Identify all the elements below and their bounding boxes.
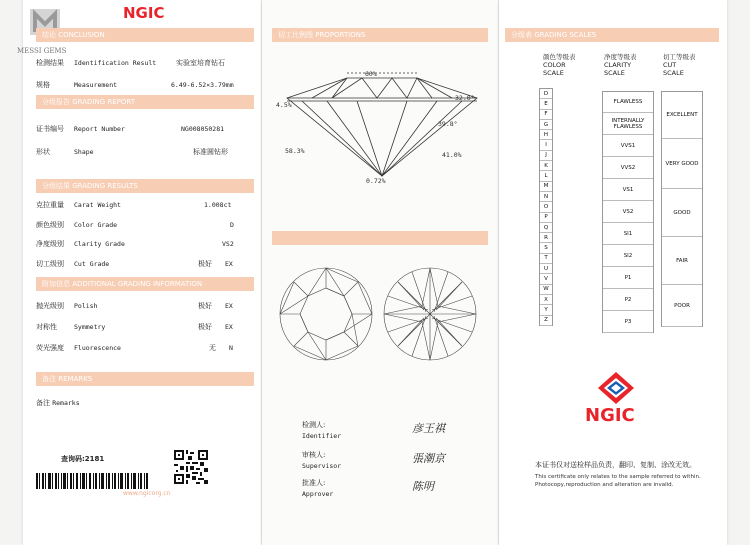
identifier-signature: 彦王祺 [412,422,445,435]
grading-results-band: 分级结果 GRADING RESULTS [36,179,254,193]
carat-row: 克拉重量 Carat Weight [36,201,121,209]
clarity-grade-cell: FLAWLESS [603,92,653,113]
color-grade-cell: K [540,161,552,171]
measurement-value: 6.49-6.52×3.79mm [171,81,234,89]
cut-row: 切工级别 Cut Grade [36,260,110,268]
crown-angle-label: 32.0° [455,94,475,102]
color-grade-cell: I [540,140,552,150]
measurement-row: 规格 Measurement [36,81,118,89]
watermark-text: MESSI GEMS [17,47,67,55]
pavilion-view-diagram [382,266,478,362]
report-number-value: NG008050281 [181,125,225,133]
ngic-diamond-logo-icon [596,370,636,406]
crown-height-label: 4.5% [276,101,292,109]
polish-row: 抛光级别 Polish [36,302,98,310]
carat-value: 1.008ct [204,201,232,209]
cut-value-zh: 极好 [198,260,212,268]
crown-view-diagram [278,266,374,362]
color-grade-cell: J [540,151,552,161]
color-grade-cell: G [540,120,552,130]
additional-info-band: 附加信息 ADDITIONAL GRADING INFORMATION [36,277,254,291]
grading-scales-band: 分级表 GRADING SCALES [505,28,719,42]
report-panel-left [17,0,261,545]
cut-grade-cell: EXCELLENT [662,92,702,139]
color-grade-cell: N [540,192,552,202]
cut-value-en: EX [225,260,233,268]
approver-row: 批准人: Approver [302,479,334,498]
color-grade-cell: P [540,213,552,223]
conclusion-band: 结论 CONCLUSION [36,28,254,42]
notice-zh: 本证书仅对送检样品负责，翻印、复制、涂改无效。 [535,461,696,469]
notice-en-2: Photocopy,reproduction and alteration are invalid. [535,482,674,488]
barcode-icon [36,473,148,489]
color-grade-cell: H [540,130,552,140]
clarity-grade-cell: SI1 [603,223,653,245]
color-grade-cell: M [540,182,552,192]
qr-code-icon [174,450,208,484]
color-grade-cell: T [540,254,552,264]
symmetry-row: 对称性 Symmetry [36,323,106,331]
color-grade-cell: L [540,171,552,181]
proportions-panel [262,0,498,545]
color-row: 颜色级别 Color Grade [36,221,118,229]
cut-scale-header: 切工等级表 CUT SCALE [663,53,696,77]
proportions-band-blank [272,231,488,245]
culet-label: 0.72% [366,177,386,185]
clarity-grade-cell: P3 [603,311,653,333]
clarity-grade-cell: P1 [603,267,653,289]
cut-scale-column [661,91,703,327]
clarity-scale-header: 净度等级表 CLARITY SCALE [604,53,637,77]
color-grade-cell: S [540,243,552,253]
clarity-grade-cell: VS2 [603,201,653,223]
supervisor-row: 审核人: Supervisor [302,451,342,470]
query-code: 查询码:2181 [61,455,105,463]
identifier-row: 检测人: Identifier [302,421,342,440]
color-grade-cell: W [540,285,552,295]
grading-scales-panel [499,0,727,545]
color-grade-cell: D [540,89,552,99]
color-value: D [230,221,234,229]
clarity-grade-cell: P2 [603,289,653,311]
symmetry-value-zh: 极好 [198,323,212,331]
color-grade-cell: R [540,233,552,243]
clarity-grade-cell: VVS1 [603,135,653,157]
cut-grade-cell: FAIR [662,237,702,285]
clarity-row: 净度级别 Clarity Grade [36,240,125,248]
clarity-grade-cell: VVS2 [603,157,653,179]
color-grade-cell: E [540,99,552,109]
clarity-value: VS2 [222,240,234,248]
color-grade-cell: Z [540,316,552,326]
color-grade-cell: V [540,274,552,284]
color-grade-cell: Y [540,305,552,315]
identification-row: 检测结果 Identification Result [36,59,157,67]
supervisor-signature: 張潮京 [412,452,445,465]
clarity-scale-column [602,91,654,333]
symmetry-value-en: EX [225,323,233,331]
identification-value: 实验室培育钻石 [176,59,225,67]
fluorescence-row: 荧光强度 Fluorescence [36,344,121,352]
approver-signature: 陈明 [412,480,434,493]
shape-row: 形状 Shape [36,148,94,156]
color-scale-header: 颜色等级表 COLOR SCALE [543,53,576,77]
remarks-row: 备注 Remarks [36,399,80,407]
clarity-grade-cell: INTERNALLY FLAWLESS [603,113,653,135]
website-footer: www.ngicorg.cn [123,490,171,497]
color-scale-column [539,88,553,326]
notice-en-1: This certificate only relates to the sample referred to within. [535,474,701,480]
shape-value: 标准圆钻形 [193,148,228,156]
polish-value-en: EX [225,302,233,310]
color-grade-cell: X [540,295,552,305]
clarity-grade-cell: VS1 [603,179,653,201]
cut-grade-cell: POOR [662,285,702,327]
fluorescence-value-zh: 无 [209,344,216,352]
proportions-band: 切工比例图 PROPORTIONS [272,28,488,42]
polish-value-zh: 极好 [198,302,212,310]
pavilion-angle-label: 39.8° [438,120,458,128]
color-grade-cell: U [540,264,552,274]
report-number-row: 证书编号 Report Number [36,125,125,133]
remarks-band: 备注 REMARKS [36,372,254,386]
color-grade-cell: Q [540,223,552,233]
ngic-logo-text: NGIC [123,4,165,22]
color-grade-cell: O [540,202,552,212]
fluorescence-value-en: N [229,344,233,352]
cut-grade-cell: VERY GOOD [662,139,702,189]
color-grade-cell: F [540,110,552,120]
pavilion-depth-label: 41.0% [442,151,462,159]
clarity-grade-cell: SI2 [603,245,653,267]
grading-report-band: 分级报告 GRADING REPORT [36,95,254,109]
cut-grade-cell: GOOD [662,189,702,237]
table-percent-label: 60% [365,70,377,78]
ngic-logo-text-large: NGIC [585,405,635,426]
total-depth-label: 58.3% [285,147,305,155]
